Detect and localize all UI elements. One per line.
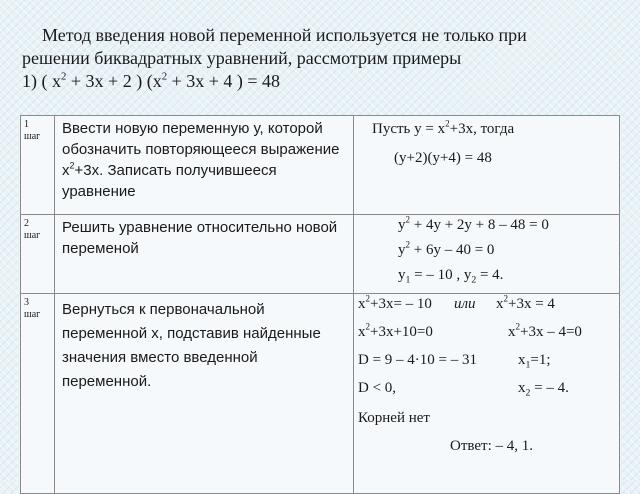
work-line: $у^2 + 6у - 40 = 0$ — [398, 239, 495, 258]
step-description: Вернуться к первоначальной переменной х, подставив найденные значения вместо введенной переменной. — [55, 294, 354, 494]
step-label: шаг — [24, 131, 41, 142]
work-line: $х^2+3х = 4$ — [496, 293, 555, 312]
intro-line-1: Метод введения новой переменной используется не только при — [42, 25, 527, 45]
work-line: $х_1=1$; — [518, 352, 551, 371]
work-line: $х^2+3х= - 10$ — [358, 293, 432, 312]
work-line: $х^2+3х+10=0$ — [358, 321, 433, 340]
step-number: 1 — [24, 119, 29, 130]
step-row-3 — [21, 294, 620, 494]
step-label: шаг — [24, 309, 41, 320]
step-number: 2 — [24, 218, 29, 229]
work-line: $у^2 + 4у + 2у + 8 - 48 = 0$ — [398, 214, 549, 233]
work-or: или — [454, 296, 476, 312]
work-line: $х^2+3х - 4=0$ — [508, 321, 582, 340]
step-work — [354, 116, 620, 215]
work-line: D < 0, — [358, 380, 397, 396]
step-work — [354, 215, 620, 294]
step-number-cell — [21, 116, 55, 215]
steps-table — [20, 115, 620, 494]
work-line: $у_1$ = – 10 , $у_2 = 4$. — [398, 267, 504, 286]
step-row-2 — [21, 215, 620, 294]
work-line: (у+2)(у+4) = 48 — [394, 150, 492, 166]
step-description: Решить уравнение относительно новой переменой — [55, 215, 354, 294]
step-number-cell — [21, 215, 55, 294]
intro-equation: 1) ( $x^2 + 3x + 2$ ) ($x^2 + 3x + 4$ ) = 48 — [22, 70, 281, 91]
step-label: шаг — [24, 230, 41, 241]
step-number: 3 — [24, 297, 29, 308]
step-work — [354, 294, 620, 494]
step-description: Ввести новую переменную у, которой обозначить повторяющееся выражение $x^2+3x$. Записать получившееся уравнение — [55, 116, 354, 215]
step-number-cell — [21, 294, 55, 494]
answer-line: Ответ: – 4, 1. — [450, 438, 534, 454]
work-line: D = 9 – 4·10 = – 31 — [358, 352, 477, 368]
work-line: Корней нет — [358, 410, 430, 426]
intro-line-2: решении биквадратных уравнений, рассмотрим примеры — [22, 48, 462, 68]
step-row-1 — [21, 116, 620, 215]
work-line: $х_2$ = – 4. — [518, 380, 569, 399]
work-line: Пусть $у = х^2+3х$, тогда — [372, 118, 515, 137]
